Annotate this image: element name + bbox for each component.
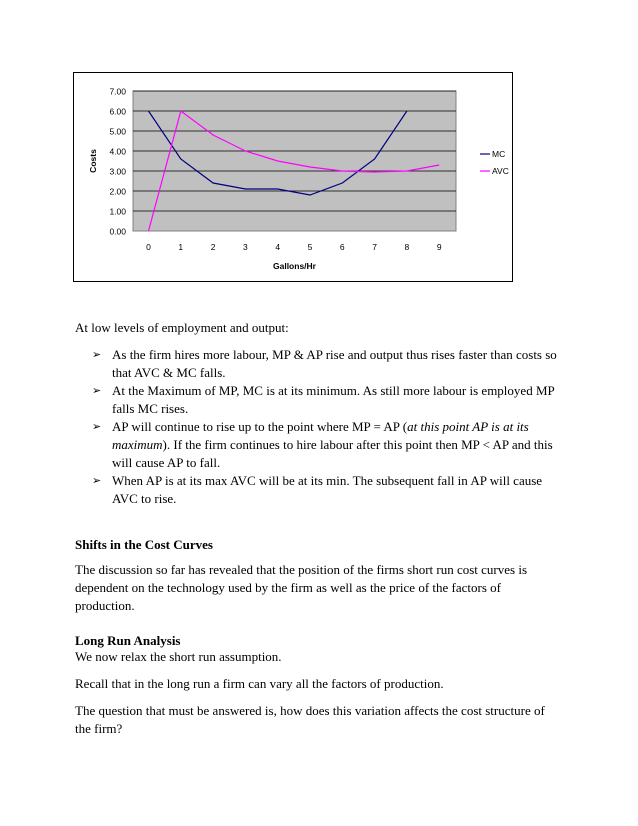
x-tick-label: 8 [404,242,410,252]
legend-label: AVC [492,166,509,176]
bullet-item [92,346,562,382]
long-run-heading: Long Run Analysis [75,633,181,648]
bullet-list [92,346,562,508]
x-tick-label: 9 [436,242,442,252]
bullet-arrow-icon: ➢ [92,421,102,433]
bullet-text: When AP is at its max AVC will be at its min. The subsequent fall in AP will cause AVC to rise. [112,473,543,506]
shifts-paragraph: The discussion so far has revealed that the position of the firms short run cost curves is dependent on the technology used by the firm as well as the price of the factors of production. [75,562,528,613]
long-run-paragraph-1: We now relax the short run assumption. [75,649,282,664]
bullet-item [92,472,562,508]
x-axis-title: Gallons/Hr [273,261,316,271]
x-tick-label: 0 [146,242,151,252]
x-tick-label: 1 [178,242,184,252]
x-tick-label: 3 [243,242,248,252]
bullet-arrow-icon: ➢ [92,349,102,361]
y-tick-label: 4.00 [109,146,126,157]
y-tick-label: 2.00 [109,186,126,197]
x-tick-label: 2 [210,242,216,252]
intro-paragraph: At low levels of employment and output: [75,320,289,335]
shifts-heading: Shifts in the Cost Curves [75,537,213,552]
chart-svg [74,73,512,281]
y-tick-label: 0.00 [109,226,126,237]
bullet-arrow-icon: ➢ [92,385,102,397]
x-tick-label: 4 [275,242,281,252]
bullet-arrow-icon: ➢ [92,475,102,487]
y-axis-title: Costs [88,149,98,173]
y-tick-label: 6.00 [109,106,126,117]
bullet-text: AP will continue to rise up to the point where MP = AP ( [112,419,408,434]
cost-curves-chart [73,72,513,282]
x-tick-label: 5 [307,242,313,252]
long-run-paragraph-2: Recall that in the long run a firm can vary all the factors of production. [75,676,444,691]
bullet-text: As the firm hires more labour, MP & AP rise and output thus rises faster than costs so that AVC & MC falls. [112,347,557,380]
legend-label: MC [492,149,506,159]
bullet-item [92,418,562,472]
y-tick-label: 3.00 [109,166,126,177]
y-tick-label: 5.00 [109,126,126,137]
bullet-item [92,382,562,418]
bullet-text: ). If the firm continues to hire labour after this point then MP < AP and this will cause AP to fall. [112,437,553,470]
bullet-text: at this point AP is at its maximum [112,419,529,452]
y-tick-label: 1.00 [109,206,126,217]
long-run-paragraph-3: The question that must be answered is, how does this variation affects the cost structure of the firm? [75,703,545,736]
x-tick-label: 6 [339,242,345,252]
bullet-text: At the Maximum of MP, MC is at its minimum. As still more labour is employed MP falls MC rises. [112,383,555,416]
y-tick-label: 7.00 [109,86,126,97]
x-tick-label: 7 [372,242,377,252]
